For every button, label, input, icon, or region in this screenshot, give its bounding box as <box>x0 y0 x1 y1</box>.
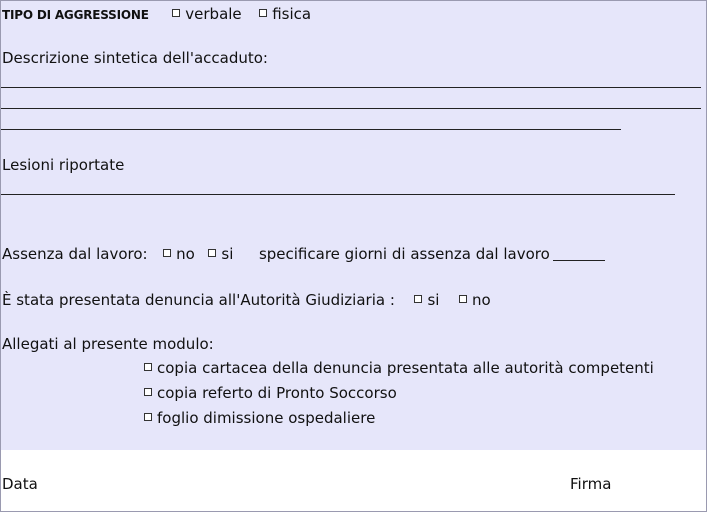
verbal-option-label: verbale <box>185 5 242 23</box>
signature-label: Firma <box>570 475 612 493</box>
form-shaded-area <box>1 1 706 450</box>
attachment-checkbox[interactable] <box>144 413 152 421</box>
description-line-3[interactable] <box>1 129 621 130</box>
absence-yes-checkbox[interactable] <box>208 249 216 257</box>
injuries-label: Lesioni riportate <box>2 156 125 174</box>
attachments-label: Allegati al presente modulo: <box>2 335 214 353</box>
attachment-checkbox[interactable] <box>144 388 152 396</box>
absence-days-field[interactable] <box>553 248 605 261</box>
attachment-label: foglio dimissione ospedaliere <box>157 409 376 427</box>
complaint-no-label: no <box>472 291 491 309</box>
absence-days-label: specificare giorni di assenza dal lavoro <box>258 245 550 263</box>
aggression-type-row <box>2 5 311 24</box>
attachment-checkbox[interactable] <box>144 363 152 371</box>
complaint-yes-label: si <box>427 291 440 309</box>
description-line-2[interactable] <box>1 108 701 109</box>
verbal-checkbox[interactable] <box>172 9 180 17</box>
injuries-line[interactable] <box>1 194 675 195</box>
attachment-label: copia cartacea della denuncia presentata alle autorità competenti <box>157 359 654 377</box>
absence-no-checkbox[interactable] <box>163 249 171 257</box>
absence-no-label: no <box>176 245 195 263</box>
complaint-yes-checkbox[interactable] <box>414 295 422 303</box>
description-label: Descrizione sintetica dell'accaduto: <box>2 49 268 67</box>
absence-row <box>2 245 605 263</box>
absence-label: Assenza dal lavoro: <box>2 245 148 263</box>
aggression-type-label: TIPO DI AGGRESSIONE <box>2 8 149 22</box>
attachment-item <box>144 409 375 427</box>
attachment-label: copia referto di Pronto Soccorso <box>157 384 397 402</box>
physical-checkbox[interactable] <box>259 9 267 17</box>
complaint-row <box>2 291 491 309</box>
complaint-label: È stata presentata denuncia all'Autorità Giudiziaria : <box>2 291 395 309</box>
attachment-item <box>144 359 654 377</box>
attachment-item <box>144 384 397 402</box>
absence-yes-label: si <box>221 245 234 263</box>
complaint-no-checkbox[interactable] <box>459 295 467 303</box>
physical-option-label: fisica <box>272 5 312 23</box>
description-line-1[interactable] <box>1 87 701 88</box>
date-label: Data <box>2 475 38 493</box>
